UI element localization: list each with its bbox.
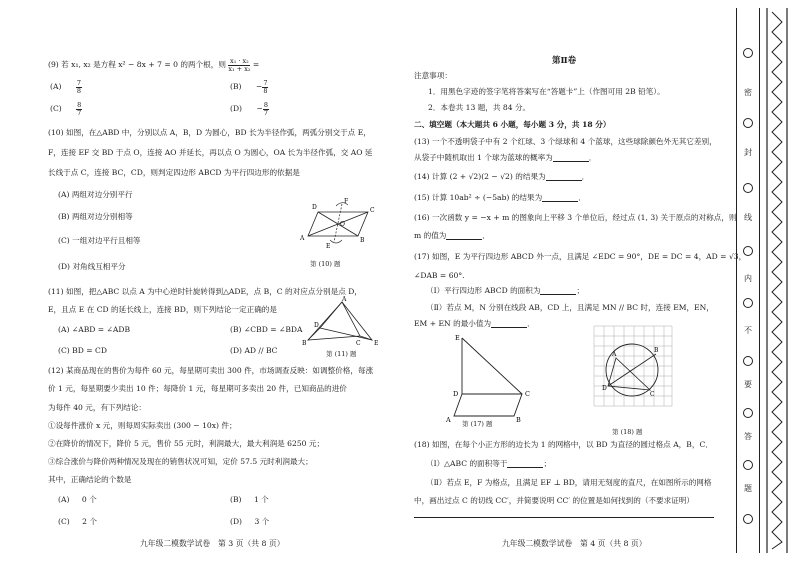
q11-option-d: (D) AD // BC: [230, 346, 278, 355]
binding-hole: [743, 356, 753, 366]
binding-char: 封: [744, 148, 752, 157]
q10-option-b: (B) 两组对边分别相等: [58, 212, 133, 221]
svg-text:D: D: [453, 390, 459, 398]
q9-expr: $\frac{\text{x₁ · x₂}}{\text{x₁ + x₂}}$: [228, 57, 251, 73]
q16-answer-blank[interactable]: [446, 232, 482, 240]
q18-figure: [592, 324, 674, 424]
binding-hole: [743, 183, 753, 193]
svg-text:A: A: [446, 416, 451, 424]
q12-line-7: 其中，正确结论的个数是: [48, 475, 132, 484]
q18-part-i: （Ⅰ）△ABC 的面积等于 ；: [426, 459, 552, 468]
binding-hole: [743, 118, 753, 128]
q11-option-b: (B) ∠CBD = ∠BDA: [230, 325, 303, 334]
q16-line-1: (16) 一次函数 y = −x + m 的图象向上平移 3 个单位后，经过点 (1, 3) 关于原点的对称点，则: [414, 213, 737, 222]
q17-line-1: (17) 如图，E 为平行四边形 ABCD 外一点，且满足 ∠EDC = 90°，DE = DC = 4，AD = √3，: [414, 252, 747, 261]
svg-text:F: F: [344, 198, 349, 205]
q9-option-a: (A) $\frac{7}{8}$: [50, 79, 81, 95]
q18-figure-caption: 第 (18) 题: [612, 428, 643, 436]
binding-hole: [743, 460, 753, 470]
binding-hole: [743, 408, 753, 418]
notice-2: 2．本卷共 13 题，共 84 分。: [428, 103, 531, 112]
q12-line-1: (12) 某商品现在的售价为每件 60 元，每星期可卖出 300 件，市场调查反映：如调整价格，每涨: [48, 366, 374, 375]
notice-title: 注意事项：: [414, 71, 452, 80]
q18-part-ii-line-1: （Ⅱ）若点 E，F 为格点，且满足 EF ⊥ BD，请用无刻度的直尺，在如图所示的网格: [426, 478, 712, 487]
q16-line-2: m 的值为 ．: [414, 231, 490, 240]
binding-hole: [743, 246, 753, 256]
q11-line-2: E，且点 E 在 CD 的延长线上，连接 BD，则下列结论一定正确的是: [48, 305, 277, 314]
q10-line-1: (10) 如图，在△ABD 中，分别以点 A，B，D 为圆心，BD 长为半径作弧，两弧分别交于点 E，: [48, 128, 371, 137]
q18-answer-line[interactable]: [414, 517, 714, 518]
svg-text:A: A: [300, 235, 305, 242]
svg-text:C: C: [650, 391, 655, 398]
q18-i-answer-blank[interactable]: [507, 460, 543, 468]
section-title: 第Ⅱ卷: [552, 56, 577, 66]
q14: (14) 计算 (2 + √2)(2 − √2) 的结果为 ．: [414, 172, 590, 181]
q17-part-ii-line-1: （Ⅱ）若点 M，N 分别在线段 AB，CD 上，且满足 MN // BC 时，连接 EM，EN，: [426, 303, 714, 312]
svg-text:O: O: [340, 221, 345, 228]
q18-part-ii-line-2: 中，画出过点 C 的切线 CC′，并简要说明 CC′ 的位置是如何找到的（不要求证明）: [414, 496, 694, 505]
q17-part-ii-line-2: EM + EN 的最小值为 ．: [414, 319, 535, 328]
q12-line-4: ①设每件涨价 x 元，则每周实际卖出 (300 − 10x) 件；: [48, 421, 237, 430]
q17-part-i: （Ⅰ）平行四边形 ABCD 的面积为 ；: [426, 286, 585, 295]
q12-line-5: ②在降价的情况下，降价 5 元，售价 55 元时，利润最大，最大利润是 6250 元；: [48, 439, 325, 448]
q10-line-3: 长线于点 C，连接 BC，CD，则判定四边形 ABCD 为平行四边形的依据是: [48, 168, 300, 177]
binding-char: 不: [744, 326, 752, 335]
q10-figure-caption: 第 (10) 题: [310, 260, 341, 268]
q14-answer-blank[interactable]: [546, 173, 582, 181]
svg-text:C: C: [356, 340, 361, 347]
svg-text:E: E: [455, 334, 460, 342]
q12-option-c: (C) 2 个: [58, 517, 98, 526]
binding-char: 线: [744, 213, 752, 222]
binding-char: 题: [744, 484, 752, 493]
part2-title: 二、填空题（本大题共 6 小题，每小题 3 分，共 18 分）: [414, 120, 611, 129]
q17-line-2: ∠DAB = 60°.: [414, 271, 465, 280]
q11-figure: [302, 296, 382, 348]
q11-line-1: (11) 如图，把△ABC 以点 A 为中心逆时针旋转得到△ADE，点 B，C 的对应点分别是点 D，: [48, 287, 362, 296]
binding-hole: [743, 298, 753, 308]
q13-line-2: 从袋子中随机取出 1 个球为蓝球的概率为 ．: [414, 153, 597, 162]
q10-option-a: (A) 两组对边分别平行: [58, 190, 133, 199]
binding-hole: [743, 48, 753, 58]
q10-option-c: (C) 一组对边平行且相等: [58, 236, 141, 245]
q17-i-answer-blank[interactable]: [540, 287, 576, 295]
q18-line-1: (18) 如图，在每个小正方形的边长为 1 的网格中，以 BD 为直径的圆过格点 A，B，C．: [414, 440, 713, 449]
q10-figure: [290, 196, 380, 258]
q17-figure-caption: 第 (17) 题: [462, 420, 493, 428]
svg-text:B: B: [654, 347, 659, 354]
binding-char: 要: [744, 380, 752, 389]
svg-text:C: C: [525, 390, 530, 398]
q15: (15) 计算 10ab² ÷ (−5ab) 的结果为 ．: [414, 193, 586, 202]
q13-answer-blank[interactable]: [553, 154, 589, 162]
svg-text:E: E: [374, 340, 379, 347]
notice-1: 1．用黑色字迹的签字笔将答案写在“答题卡”上（作图可用 2B 铅笔）。: [428, 87, 665, 96]
svg-text:E: E: [326, 243, 331, 250]
q12-line-2: 价 1 元，每星期要少卖出 10 件；每降价 1 元，每星期可多卖出 20 件，已知商品的进价: [48, 384, 347, 393]
svg-text:D: D: [602, 385, 607, 392]
svg-text:D: D: [314, 322, 319, 329]
q11-option-a: (A) ∠ABD = ∠ADB: [58, 325, 131, 334]
binding-strip: [736, 8, 760, 553]
q17-figure: [440, 330, 560, 430]
q15-answer-blank[interactable]: [542, 194, 578, 202]
q11-figure-caption: 第 (11) 题: [326, 350, 357, 358]
q12-line-3: 为每件 40 元，有下列结论：: [48, 403, 147, 412]
svg-text:B: B: [302, 340, 307, 347]
svg-text:A: A: [612, 351, 617, 358]
q12-option-d: (D) 3 个: [230, 517, 270, 526]
q17-ii-answer-blank[interactable]: [491, 320, 527, 328]
q9-option-d: (D) − $\frac{8}{7}$: [230, 101, 268, 117]
q12-option-b: (B) 1 个: [230, 495, 269, 504]
q10-line-2: F，连接 EF 交 BD 于点 O，连接 AO 并延长，再以点 O 为圆心，OA 长为半径作弧，交 AO 延: [48, 148, 373, 157]
left-page-footer: 九年级二模数学试卷 第 3 页（共 8 页）: [140, 539, 285, 548]
svg-text:D: D: [312, 204, 317, 211]
q9-option-c: (C) $\frac{8}{7}$: [50, 101, 82, 117]
q11-option-c: (C) BD = CD: [58, 346, 107, 355]
q12-line-6: ③综合涨价与降价两种情况及现在的销售状况可知，定价 57.5 元时利润最大；: [48, 457, 313, 466]
binding-hole: [743, 514, 753, 524]
binding-char: 答: [744, 432, 752, 441]
binding-zigzag: [764, 8, 790, 553]
q12-option-a: (A) 0 个: [58, 495, 97, 504]
binding-char: 密: [744, 88, 752, 97]
svg-text:A: A: [342, 296, 347, 303]
right-page-footer: 九年级二模数学试卷 第 4 页（共 8 页）: [502, 539, 647, 548]
svg-text:B: B: [360, 237, 365, 244]
q9-stem: (9) 若 x₁, x₂ 是方程 x² − 8x + 7 = 0 的两个根，则 $\frac{\text{x₁ · x₂}}{\text{x₁ + x₂}}$ =: [48, 57, 260, 73]
svg-text:C: C: [370, 207, 375, 214]
q10-option-d: (D) 对角线互相平分: [58, 262, 126, 271]
binding-char: 内: [744, 274, 752, 283]
svg-text:B: B: [516, 416, 521, 424]
q9-option-b: (B) − $\frac{7}{8}$: [230, 79, 268, 95]
q13-line-1: (13) 一个不透明袋子中有 2 个红球、3 个绿球和 4 个蓝球，这些球除颜色外无其它差别，: [414, 137, 717, 146]
